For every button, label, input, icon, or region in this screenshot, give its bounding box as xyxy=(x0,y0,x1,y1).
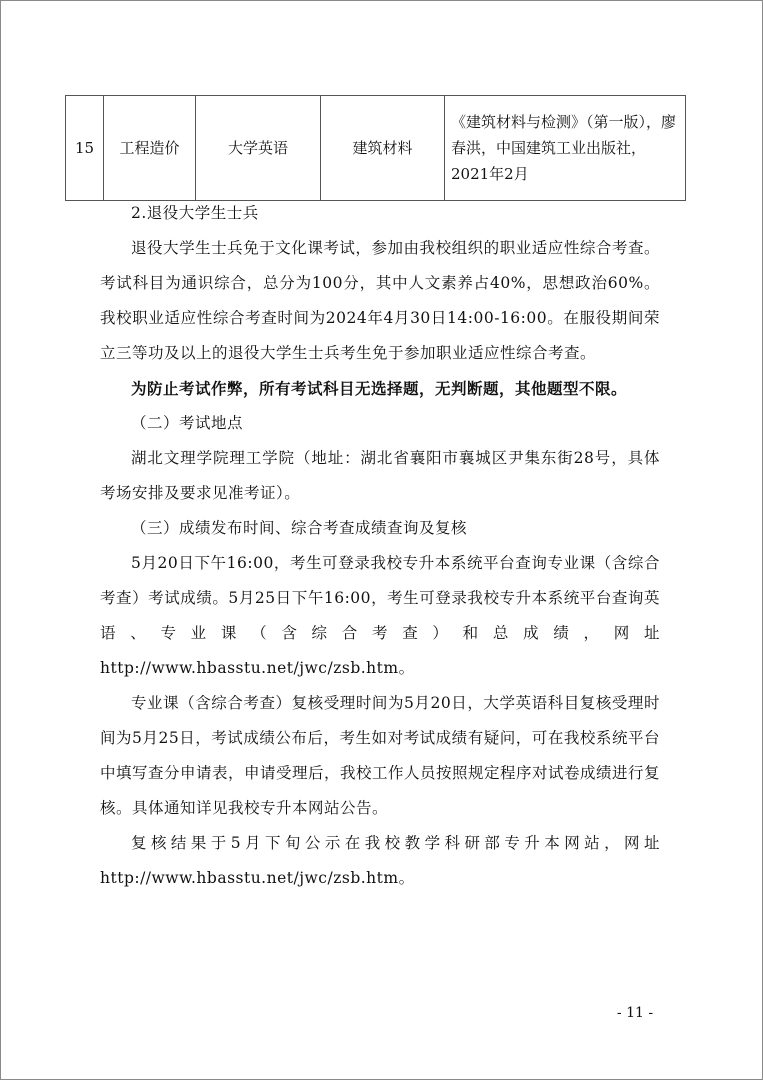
paragraph-anti-cheating: 为防止考试作弊，所有考试科目无选择题，无判断题，其他题型不限。 xyxy=(131,379,628,398)
paragraph-review-results: 复核结果于5月下旬公示在我校教学科研部专升本网站，网址http://www.hbasstu.net/jwc/zsb.htm。 xyxy=(100,834,660,887)
exam-table xyxy=(65,95,685,201)
row-number: 15 xyxy=(66,96,104,201)
subject-english-cell: 大学英语 xyxy=(196,96,321,201)
paragraph-veterans: 退役大学生士兵免于文化课考试，参加由我校组织的职业适应性综合考查。考试科目为通识综合，总分为100分，其中人文素养占40%，思想政治60%。我校职业适应性综合考查时间为2024年4月30日14:00-16:00。在服役期间荣立三等功及以上的退役大学生士兵考生免于参加职业适应性综合考查。 xyxy=(100,239,660,362)
paragraph-review-process: 专业课（含综合考查）复核受理时间为5月20日，大学英语科目复核受理时间为5月25日，考试成绩公布后，考生如对考试成绩有疑问，可在我校系统平台中填写查分申请表，申请受理后，我校工作人员按照规定程序对试卷成绩进行复核。具体通知详见我校专升本网站公告。 xyxy=(100,694,661,817)
major-cell: 工程造价 xyxy=(104,96,196,201)
page-number: - 11 - xyxy=(616,1005,654,1021)
paragraph-results-release: 5月20日下午16:00，考生可登录我校专升本系统平台查询专业课（含综合考查）考试成绩。5月25日下午16:00，考生可登录我校专升本系统平台查询英语、专业课（含综合考查）和总成绩，网址http://www.hbasstu.net/jwc/zsb.htm。 xyxy=(100,554,660,677)
section-heading-location: （二）考试地点 xyxy=(131,414,244,432)
section-heading-veterans: 2.退役大学生士兵 xyxy=(131,204,259,222)
section-heading-results: （三）成绩发布时间、综合考查成绩查询及复核 xyxy=(131,519,468,537)
paragraph-location: 湖北文理学院理工学院（地址：湖北省襄阳市襄城区尹集东街28号，具体考场安排及要求见准考证）。 xyxy=(100,449,660,502)
textbook-cell: 《建筑材料与检测》（第一版），廖春洪，中国建筑工业出版社，2021年2月 xyxy=(445,96,686,201)
document-body xyxy=(100,196,660,896)
table-row xyxy=(66,96,686,201)
subject-professional-cell: 建筑材料 xyxy=(321,96,445,201)
